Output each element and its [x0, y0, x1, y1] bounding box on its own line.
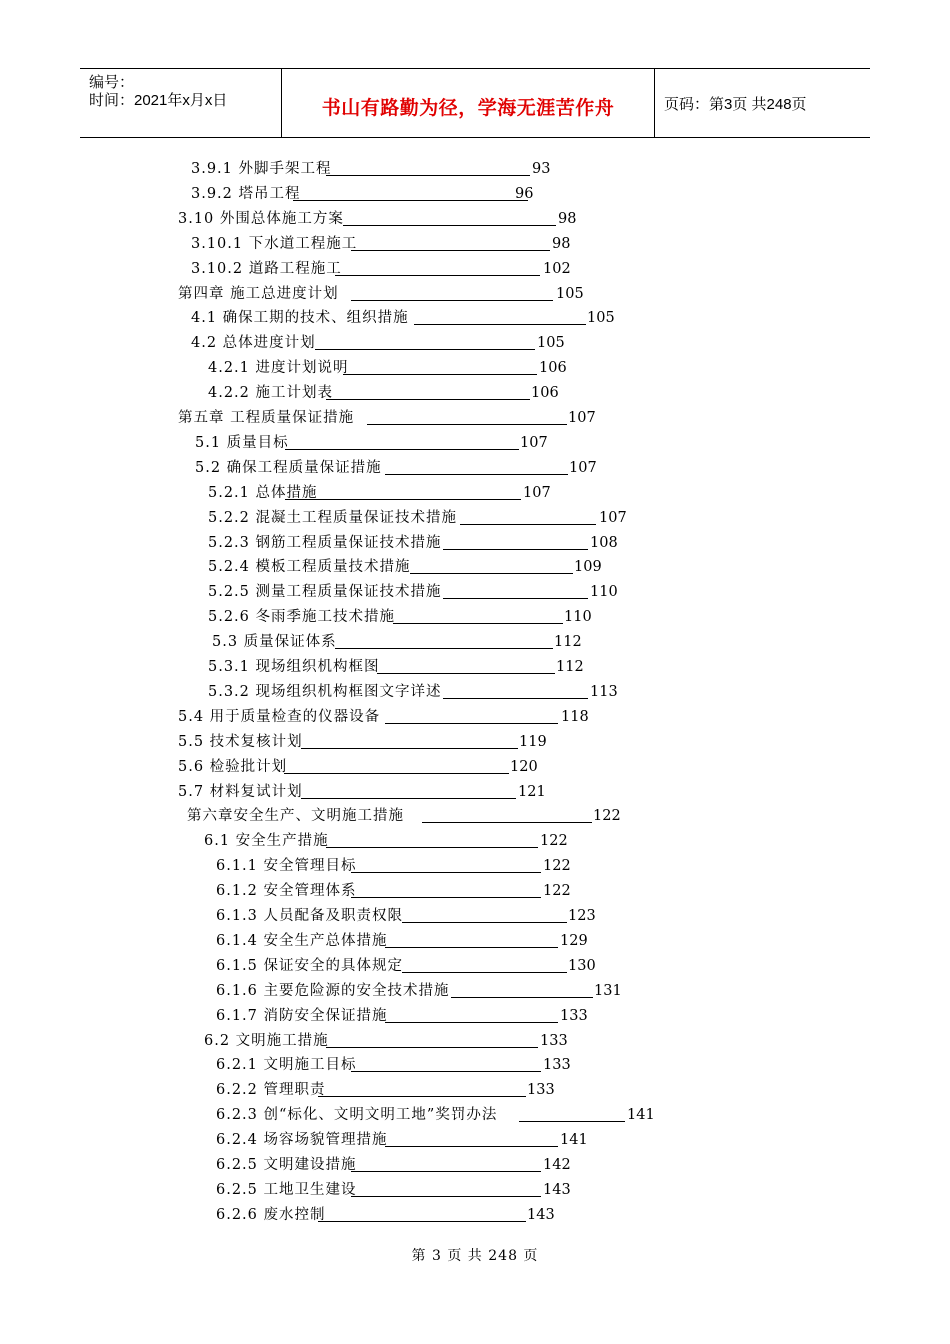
- toc-entry: [178, 283, 596, 305]
- toc-entry-page-number: 130: [568, 957, 596, 974]
- toc-leader-line: [460, 524, 596, 525]
- toc-entry-title: 6.2.3 创“标化、文明文明工地”奖罚办法: [216, 1107, 498, 1124]
- toc-leader-line: [326, 847, 538, 848]
- toc-entry: [208, 556, 614, 578]
- toc-entry-title: 6.2.5 工地卫生建设: [216, 1181, 357, 1198]
- toc-entry-page-number: 141: [627, 1107, 655, 1124]
- toc-entry-title: 4.2.2 施工计划表: [208, 385, 334, 402]
- toc-entry-title: 6.2.4 场容场貌管理措施: [216, 1132, 388, 1149]
- toc-leader-line: [519, 1121, 625, 1122]
- toc-leader-line: [402, 972, 567, 973]
- toc-entry-page-number: 123: [568, 908, 596, 924]
- toc-entry-title: 5.2 确保工程质量保证措施: [195, 459, 382, 476]
- toc-entry: [187, 805, 633, 827]
- toc-entry: [191, 332, 577, 354]
- toc-entry-page-number: 107: [569, 459, 597, 476]
- toc-entry-page-number: 143: [543, 1181, 571, 1198]
- toc-leader-line: [414, 324, 586, 325]
- toc-leader-line: [443, 598, 588, 599]
- toc-entry-title: 6.1.2 安全管理体系: [216, 883, 357, 900]
- toc-leader-line: [285, 449, 519, 450]
- toc-entry-title: 5.3.1 现场组织机构框图: [208, 659, 380, 675]
- toc-entry: [216, 1054, 583, 1076]
- toc-entry-title: 4.2.1 进度计划说明: [208, 360, 349, 377]
- toc-entry-page-number: 133: [527, 1082, 555, 1099]
- toc-entry-title: 5.2.2 混凝土工程质量保证技术措施: [208, 509, 458, 526]
- toc-entry: [216, 930, 600, 952]
- toc-entry: [216, 1129, 600, 1151]
- toc-entry-title: 5.2.6 冬雨季施工技术措施: [208, 609, 396, 626]
- toc-entry-page-number: 122: [543, 883, 571, 900]
- toc-leader-line: [377, 673, 555, 674]
- toc-entry-page-number: 131: [594, 982, 622, 999]
- toc-leader-line: [385, 723, 558, 724]
- toc-leader-line: [385, 1022, 558, 1023]
- header-meta: [80, 69, 280, 137]
- toc-entry: [216, 905, 608, 927]
- toc-entry: [216, 1179, 583, 1201]
- toc-leader-line: [410, 573, 573, 574]
- toc-entry-page-number: 113: [590, 683, 618, 700]
- toc-entry: [208, 382, 571, 404]
- toc-entry-title: 6.1.1 安全管理目标: [216, 858, 357, 875]
- toc-leader-line: [385, 1146, 558, 1147]
- toc-entry-title: 5.5 技术复核计划: [178, 733, 303, 750]
- toc-entry-page-number: 133: [540, 1032, 568, 1049]
- toc-leader-line: [385, 947, 558, 948]
- toc-entry-title: 6.1.3 人员配备及职责权限: [216, 908, 404, 924]
- toc-entry-page-number: 105: [587, 310, 615, 327]
- toc-leader-line: [367, 424, 567, 425]
- toc-entry-page-number: 122: [543, 858, 571, 875]
- toc-entry-page-number: 142: [543, 1157, 571, 1173]
- toc-entry-page-number: 141: [560, 1132, 588, 1149]
- toc-entry: [216, 855, 583, 877]
- header-page-info: 页码：第3页 共248页: [664, 96, 807, 113]
- toc-entry: [208, 656, 596, 678]
- toc-leader-line: [326, 175, 530, 176]
- toc-entry: [212, 631, 594, 653]
- toc-leader-line: [318, 1221, 526, 1222]
- toc-leader-line: [335, 275, 540, 276]
- toc-entry: [178, 781, 558, 803]
- header-motto-cell: [281, 69, 655, 137]
- toc-entry: [204, 1030, 580, 1052]
- toc-entry: [208, 507, 639, 529]
- toc-leader-line: [335, 648, 553, 649]
- toc-entry-title: 6.1.4 安全生产总体措施: [216, 932, 388, 949]
- toc-entry: [191, 258, 583, 280]
- toc-entry-page-number: 106: [539, 360, 567, 377]
- toc-leader-line: [343, 225, 556, 226]
- toc-leader-line: [293, 200, 528, 201]
- toc-entry-page-number: 133: [543, 1057, 571, 1074]
- toc-entry-title: 6.1.6 主要危险源的安全技术措施: [216, 982, 450, 999]
- toc-entry-title: 5.4 用于质量检查的仪器设备: [178, 708, 381, 725]
- toc-entry-title: 6.1 安全生产措施: [204, 833, 329, 850]
- toc-entry-page-number: 107: [599, 509, 627, 526]
- toc-entry: [178, 407, 608, 429]
- toc-entry: [191, 307, 627, 329]
- toc-entry-title: 3.10.2 道路工程施工: [191, 260, 342, 277]
- footer-page-number: 第 3 页 共 248 页: [411, 1248, 539, 1264]
- toc-entry-title: 5.1 质量目标: [195, 434, 289, 451]
- toc-leader-line: [284, 773, 509, 774]
- toc-entry-title: 6.1.5 保证安全的具体规定: [216, 957, 404, 974]
- toc-entry: [216, 1079, 567, 1101]
- toc-entry-page-number: 118: [561, 708, 589, 725]
- toc-entry-page-number: 143: [527, 1206, 555, 1223]
- toc-entry-page-number: 106: [531, 385, 559, 402]
- toc-entry-page-number: 107: [523, 484, 551, 501]
- toc-entry: [208, 606, 604, 628]
- toc-entry-title: 5.3 质量保证体系: [212, 634, 337, 651]
- toc-entry-title: 5.2.5 测量工程质量保证技术措施: [208, 584, 442, 601]
- toc-entry-title: 第五章 工程质量保证措施: [178, 410, 355, 426]
- toc-entry-title: 5.2.1 总体措施: [208, 484, 318, 501]
- toc-entry-title: 6.2.5 文明建设措施: [216, 1157, 357, 1173]
- toc-entry-page-number: 110: [564, 609, 592, 626]
- toc-entry-title: 5.7 材料复试计划: [178, 783, 303, 800]
- toc-entry: [208, 681, 630, 703]
- toc-leader-line: [301, 798, 516, 799]
- toc-entry-page-number: 122: [540, 833, 568, 850]
- toc-entry: [191, 233, 592, 255]
- toc-entry-title: 3.10.1 下水道工程施工: [191, 235, 358, 252]
- toc-entry: [216, 1204, 567, 1226]
- toc-entry: [208, 482, 563, 504]
- toc-entry-page-number: 98: [552, 235, 571, 252]
- toc-entry-page-number: 105: [556, 285, 584, 302]
- toc-entry-title: 第六章安全生产、文明施工措施: [187, 808, 404, 825]
- toc-leader-line: [351, 872, 541, 873]
- toc-entry: [195, 432, 560, 454]
- toc-leader-line: [351, 897, 541, 898]
- toc-entry: [216, 1154, 583, 1176]
- page-footer: [0, 1245, 950, 1265]
- toc-entry: [208, 532, 630, 554]
- toc-leader-line: [326, 399, 530, 400]
- header-motto: 书山有路勤为径，学海无涯苦作舟: [321, 97, 615, 119]
- toc-entry-title: 第四章 施工总进度计划: [178, 285, 339, 302]
- toc-entry-title: 5.6 检验批计划: [178, 758, 288, 775]
- toc-entry: [216, 980, 634, 1002]
- toc-leader-line: [326, 1047, 538, 1048]
- toc-leader-line: [351, 1196, 541, 1197]
- toc-entry-page-number: 107: [520, 434, 548, 451]
- toc-entry-page-number: 121: [518, 783, 546, 800]
- toc-entry-page-number: 129: [560, 932, 588, 949]
- toc-entry-page-number: 120: [510, 758, 538, 775]
- toc-entry-title: 6.2.1 文明施工目标: [216, 1057, 357, 1074]
- toc-entry-title: 3.9.1 外脚手架工程: [191, 161, 332, 177]
- document-header: [80, 68, 870, 138]
- toc-entry-page-number: 112: [556, 659, 584, 675]
- toc-leader-line: [351, 1171, 541, 1172]
- toc-entry-page-number: 110: [590, 584, 618, 601]
- toc-entry: [208, 581, 630, 603]
- toc-leader-line: [343, 374, 537, 375]
- toc-entry-page-number: 133: [560, 1007, 588, 1024]
- toc-entry-page-number: 102: [543, 260, 571, 277]
- date-label: 时间：2021年x月x日: [89, 92, 228, 109]
- toc-entry-page-number: 96: [515, 185, 534, 202]
- toc-entry: [216, 1104, 667, 1126]
- toc-entry: [195, 457, 609, 479]
- toc-leader-line: [393, 623, 563, 624]
- toc-leader-line: [385, 474, 568, 475]
- toc-entry-title: 3.10 外围总体施工方案: [178, 210, 344, 227]
- toc-leader-line: [301, 748, 518, 749]
- toc-entry: [216, 1005, 600, 1027]
- toc-entry: [178, 756, 550, 778]
- toc-entry: [178, 208, 598, 230]
- toc-entry: [216, 880, 583, 902]
- toc-entry: [178, 731, 559, 753]
- toc-entry-title: 4.2 总体进度计划: [191, 335, 316, 352]
- toc-entry-title: 5.3.2 现场组织机构框图文字详述: [208, 683, 442, 700]
- toc-entry-title: 4.1 确保工期的技术、组织措施: [191, 310, 409, 327]
- toc-entry-page-number: 119: [519, 733, 547, 750]
- toc-entry-page-number: 107: [568, 410, 596, 426]
- toc-leader-line: [402, 922, 567, 923]
- toc-entry-title: 3.9.2 塔吊工程: [191, 185, 301, 202]
- toc-entry-title: 5.2.4 模板工程质量技术措施: [208, 559, 411, 576]
- toc-entry-page-number: 122: [593, 808, 621, 825]
- toc-entry-page-number: 105: [537, 335, 565, 352]
- toc-entry: [204, 830, 580, 852]
- toc-entry-title: 5.2.3 钢筋工程质量保证技术措施: [208, 534, 442, 551]
- toc-entry-page-number: 109: [574, 559, 602, 576]
- toc-entry-page-number: 112: [554, 634, 582, 651]
- toc-leader-line: [422, 822, 592, 823]
- toc-leader-line: [351, 250, 550, 251]
- toc-entry: [216, 955, 608, 977]
- header-page-cell: [655, 69, 870, 137]
- toc-entry: [191, 183, 555, 205]
- toc-leader-line: [443, 698, 588, 699]
- toc-entry-title: 6.2 文明施工措施: [204, 1032, 329, 1049]
- toc-entry: [178, 706, 601, 728]
- toc-leader-line: [351, 300, 553, 301]
- toc-leader-line: [443, 549, 588, 550]
- toc-leader-line: [285, 499, 521, 500]
- toc-entry-title: 6.2.6 废水控制: [216, 1206, 326, 1223]
- toc-leader-line: [318, 1096, 526, 1097]
- toc-entry-page-number: 98: [558, 210, 577, 227]
- toc-entry: [191, 158, 572, 180]
- toc-entry: [208, 357, 579, 379]
- toc-leader-line: [315, 349, 535, 350]
- toc-entry-title: 6.2.2 管理职责: [216, 1082, 326, 1099]
- toc-entry-page-number: 108: [590, 534, 618, 551]
- toc-entry-title: 6.1.7 消防安全保证措施: [216, 1007, 388, 1024]
- serial-number-label: 编号：: [89, 74, 135, 91]
- toc-entry-page-number: 93: [532, 161, 551, 177]
- toc-leader-line: [351, 1071, 541, 1072]
- toc-leader-line: [451, 997, 593, 998]
